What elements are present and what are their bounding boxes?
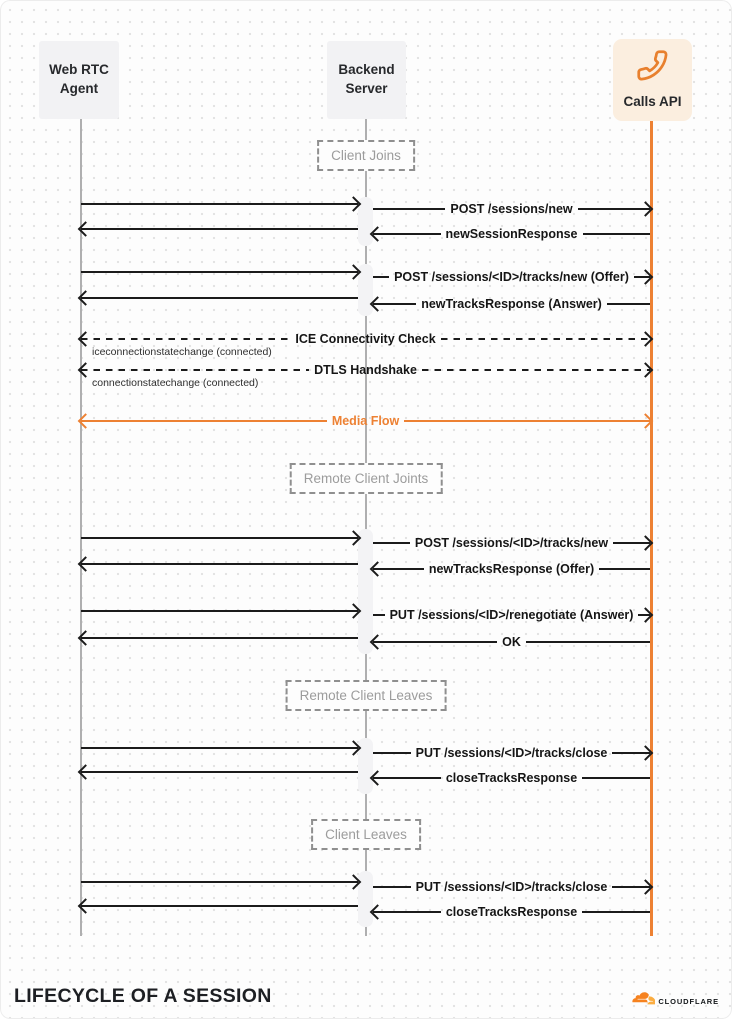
phone-icon [636,49,669,88]
request-line-agent-to-backend [81,874,358,890]
cloudflare-logo-icon [630,992,655,1010]
request-line-backend-to-api [373,879,650,895]
connection-state-sublabel: connectionstatechange (connected) [92,377,259,389]
response-line-api-to-backend [373,904,650,920]
message-label: newTracksResponse (Answer) [421,297,602,311]
activation-bar [358,871,373,927]
media-flow-arrow [81,413,650,429]
response-line-api-to-backend [373,561,650,577]
page-title: LIFECYCLE OF A SESSION [14,985,272,1007]
actor-label: Backend Server [338,62,395,96]
ice-connectivity-arrow [81,331,650,347]
response-line-api-to-backend [373,634,650,650]
lifeline-calls-api [650,121,653,936]
message-label: closeTracksResponse [445,905,578,919]
message-label: POST /sessions/<ID>/tracks/new (Offer) [394,270,629,284]
request-line-backend-to-api [373,269,650,285]
request-line-agent-to-backend [81,264,358,280]
message-label: PUT /sessions/<ID>/tracks/close [415,880,608,894]
response-line-backend-to-agent [81,764,358,780]
actor-calls-api [613,39,692,121]
response-line-api-to-backend [373,770,650,786]
message-label: PUT /sessions/<ID>/tracks/close [415,746,608,760]
ice-state-sublabel: iceconnectionstatechange (connected) [92,346,272,358]
phase-label: Client Leaves [325,827,407,842]
message-label: newTracksResponse (Offer) [428,562,595,576]
phase-label: Remote Client Leaves [299,688,433,703]
phase-label: Remote Client Joints [303,471,429,486]
response-line-backend-to-agent [81,221,358,237]
actor-label: Calls API [623,93,682,109]
request-line-agent-to-backend [81,530,358,546]
span-label: Media Flow [331,414,400,428]
request-line-backend-to-api [373,745,650,761]
response-line-api-to-backend [373,296,650,312]
phase-label: Client Joins [331,148,401,163]
phase-remote-client-leaves [286,680,447,711]
lifeline-webrtc-agent [80,119,82,936]
actor-webrtc-agent [39,41,119,119]
message-label: closeTracksResponse [445,771,578,785]
actor-label: Web RTC Agent [49,62,109,96]
activation-bar [358,529,373,654]
response-line-backend-to-agent [81,630,358,646]
dtls-handshake-arrow [81,362,650,378]
message-label: PUT /sessions/<ID>/renegotiate (Answer) [389,608,634,622]
request-line-agent-to-backend [81,196,358,212]
cloudflare-brand [630,992,719,1010]
response-line-backend-to-agent [81,898,358,914]
message-label: POST /sessions/new [450,202,573,216]
actor-backend-server [327,41,406,119]
response-line-api-to-backend [373,226,650,242]
cloudflare-wordmark: CLOUDFLARE [658,996,719,1006]
response-line-backend-to-agent [81,556,358,572]
request-line-agent-to-backend [81,603,358,619]
request-line-backend-to-api [373,535,650,551]
span-label: DTLS Handshake [314,363,417,377]
response-line-backend-to-agent [81,290,358,306]
message-label: OK [502,635,521,649]
message-label: POST /sessions/<ID>/tracks/new [414,536,609,550]
message-label: newSessionResponse [445,227,578,241]
request-line-backend-to-api [373,607,650,623]
span-label: ICE Connectivity Check [295,332,436,346]
phase-client-leaves [311,819,421,850]
request-line-agent-to-backend [81,740,358,756]
phase-remote-client-joints [290,463,443,494]
request-line-backend-to-api [373,201,650,217]
phase-client-joins [317,140,415,171]
